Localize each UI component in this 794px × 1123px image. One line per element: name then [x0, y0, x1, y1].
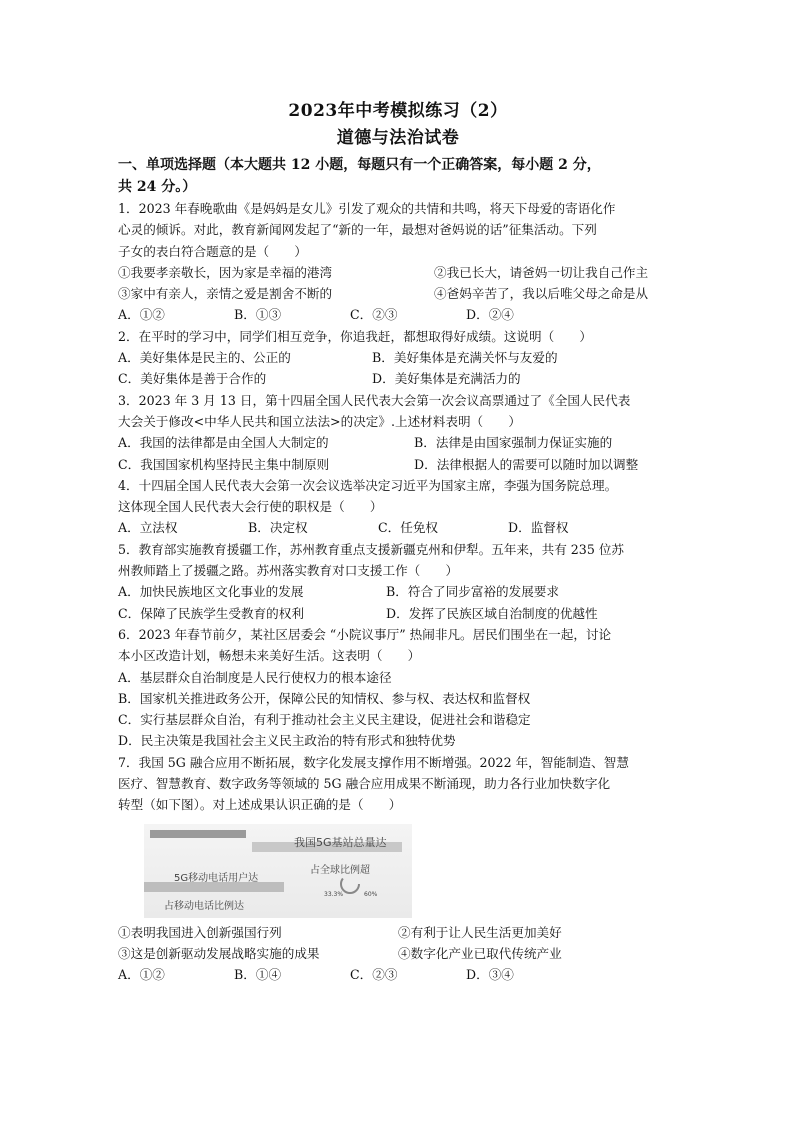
option-b[interactable]: B．符合了同步富裕的发展要求 [386, 584, 559, 600]
figure-text-base-stations: 我国5G基站总量达 [294, 835, 387, 849]
figure-banner-dark [150, 830, 246, 838]
option-d[interactable]: D．法律根据人的需要可以随时加以调整 [414, 456, 639, 472]
option-b[interactable]: B．法律是由国家强制力保证实施的 [414, 435, 613, 451]
statement-1: ①我要孝亲敬长，因为家是幸福的港湾 [118, 264, 333, 280]
option-b[interactable]: B．决定权 [248, 520, 308, 536]
figure-text-5g-users: 5G移动电话用户达 [174, 872, 259, 884]
question-1-statements-row [118, 262, 678, 283]
question-2-options-row [118, 347, 678, 368]
question-5 [118, 539, 678, 624]
figure-text-global-share: 占全球比例超 [310, 864, 370, 876]
option-a[interactable]: A．①② [118, 967, 165, 983]
question-3-options-row [118, 454, 678, 475]
option-a[interactable]: A．基层群众自治制度是人民行使权力的根本途径 [118, 669, 392, 685]
question-6 [118, 624, 678, 752]
option-c[interactable]: C．任免权 [378, 520, 439, 536]
option-c[interactable]: C．实行基层群众自治，有利于推动社会主义民主建设，促进社会和谐稳定 [118, 712, 531, 728]
option-b[interactable]: B．美好集体是充满关怀与友爱的 [372, 350, 558, 366]
question-4 [118, 475, 678, 539]
question-4-stem-line: 4．十四届全国人民代表大会第一次会议选举决定习近平为国家主席，李强为国务院总理。 [118, 477, 618, 493]
question-7-stem-line: 7．我国 5G 融合应用不断拓展，数字化发展支撑作用不断增强。2022 年，智能制造、智慧 [118, 754, 629, 770]
option-c[interactable]: C．保障了民族学生受教育的权利 [118, 605, 304, 621]
question-1-stem-line: 心灵的倾诉。对此，教育新闻网发起了“新的一年，最想对爸妈说的话”征集活动。下列 [118, 222, 597, 238]
question-5-stem-line: 州教师踏上了援疆之路。苏州落实教育对口支援工作（ ） [118, 563, 459, 579]
option-d[interactable]: D．③④ [466, 967, 514, 983]
question-2 [118, 326, 678, 390]
statement-4: ④爸妈辛苦了，我以后唯父母之命是从 [434, 286, 649, 302]
exam-page [118, 98, 678, 986]
question-1-stem-line: 1．2023 年春晚歌曲《是妈妈是女儿》引发了观众的共情和共鸣，将天下母爱的寄语化作 [118, 201, 616, 216]
option-a[interactable]: A．①② [118, 307, 165, 323]
statement-4: ④数字化产业已取代传统产业 [398, 945, 562, 961]
option-d[interactable]: D．监督权 [508, 520, 569, 536]
option-a[interactable]: A．加快民族地区文化事业的发展 [118, 584, 304, 600]
option-c[interactable]: C．我国国家机构坚持民主集中制原则 [118, 456, 330, 472]
section-heading-line-1: 一、单项选择题（本大题共 12 小题，每题只有一个正确答案，每小题 2 分， [118, 157, 601, 173]
question-3-options-row [118, 432, 678, 453]
question-5-stem-line: 5．教育部实施教育援疆工作，苏州教育重点支援新疆克州和伊犁。五年来，共有 235 位苏 [118, 541, 625, 557]
question-6-stem-line: 本小区改造计划，畅想未来美好生活。这表明（ ） [118, 648, 421, 664]
question-3 [118, 390, 678, 475]
question-5-options-row [118, 603, 678, 624]
question-7-statements-row [118, 943, 678, 964]
question-7-options [118, 964, 678, 985]
option-c[interactable]: C．②③ [350, 967, 398, 983]
question-1-options [118, 304, 678, 325]
option-b[interactable]: B．①③ [234, 307, 282, 323]
section-heading [118, 154, 678, 198]
option-c[interactable]: C．②③ [350, 307, 398, 323]
option-d[interactable]: D．民主决策是我国社会主义民主政治的特有形式和独特优势 [118, 733, 456, 749]
question-4-stem-line: 这体现全国人民代表大会行使的职权是（ ） [118, 499, 383, 515]
option-b[interactable]: B．①④ [234, 967, 282, 983]
statement-3: ③这是创新驱动发展战略实施的成果 [118, 945, 320, 961]
question-7 [118, 752, 678, 986]
statement-1: ①表明我国进入创新强国行列 [118, 924, 282, 940]
exam-subtitle: 道德与法治试卷 [336, 128, 460, 148]
question-1-statements-row [118, 283, 678, 304]
question-7-stem-line: 医疗、智慧教育、数字政务等领域的 5G 融合应用成果不断涌现，助力各行业加快数字化 [118, 776, 611, 792]
question-3-stem-line: 3．2023 年 3 月 13 日，第十四届全国人民代表大会第一次会议高票通过了《全国人民代表 [118, 392, 631, 408]
option-a[interactable]: A．我国的法律都是由全国人大制定的 [118, 435, 329, 451]
question-3-stem-line: 大会关于修改<中华人民共和国立法法>的决定》.上述材料表明（ ） [118, 413, 521, 429]
question-1 [118, 198, 678, 326]
option-c[interactable]: C．美好集体是善于合作的 [118, 371, 267, 387]
question-1-stem-line: 子女的表白符合题意的是（ ） [118, 243, 307, 259]
option-b[interactable]: B．国家机关推进政务公开，保障公民的知情权、参与权、表达权和监督权 [118, 690, 531, 706]
option-d[interactable]: D．美好集体是充满活力的 [372, 371, 521, 387]
question-2-stem-line: 2．在平时的学习中，同学们相互竞争，你追我赶，都想取得好成绩。这说明（ ） [118, 328, 592, 344]
statement-3: ③家中有亲人，亲情之爱是割舍不断的 [118, 286, 333, 302]
question-7-statements-row [118, 922, 678, 943]
option-d[interactable]: D．发挥了民族区域自治制度的优越性 [386, 605, 598, 621]
question-4-options [118, 517, 678, 538]
option-a[interactable]: A．立法权 [118, 520, 178, 536]
question-6-stem-line: 6．2023 年春节前夕，某社区居委会 “小院议事厅” 热闹非凡。居民们围坐在一起，讨论 [118, 626, 612, 642]
figure-percent-2: 60% [364, 890, 378, 898]
statement-2: ②我已长大，请爸妈一切让我自己作主 [434, 264, 649, 280]
question-7-stem-line: 转型（如下图）。对上述成果认识正确的是（ ） [118, 797, 402, 813]
question-2-options-row [118, 368, 678, 389]
figure-percent-1: 33.3% [324, 890, 344, 898]
option-d[interactable]: D．②④ [466, 307, 514, 323]
statement-2: ②有利于让人民生活更加美好 [398, 924, 562, 940]
5g-infographic-image [144, 824, 412, 918]
question-5-options-row [118, 581, 678, 602]
option-a[interactable]: A．美好集体是民主的、公正的 [118, 350, 291, 366]
figure-text-mobile-share: 占移动电话比例达 [164, 900, 244, 912]
exam-title: 2023年中考模拟练习（2） [288, 101, 508, 121]
section-heading-line-2: 共 24 分。） [118, 179, 197, 195]
